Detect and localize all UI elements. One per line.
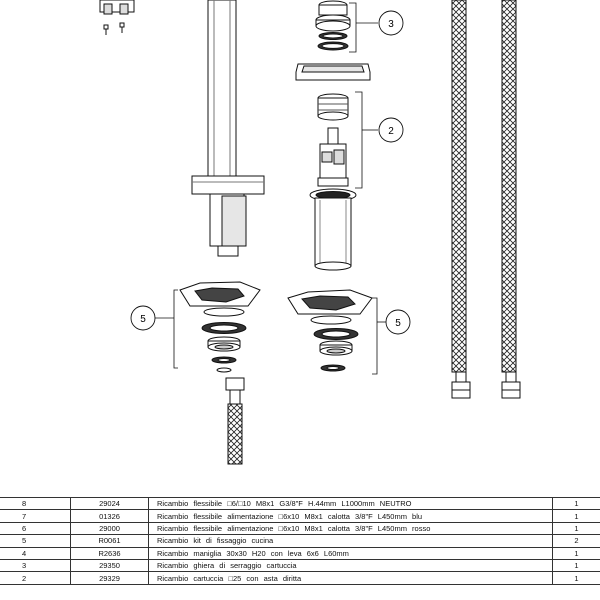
- part-quantity: 1: [553, 522, 600, 534]
- cartridge-ring-nut-group: [316, 1, 350, 50]
- part-description: Ricambio cartuccia □25 con asta diritta: [149, 572, 553, 584]
- part-position: 6: [0, 522, 71, 534]
- cartridge-housing: [310, 189, 356, 270]
- part-description: Ricambio ghiera di serraggio cartuccia: [149, 559, 553, 571]
- part-code: 29350: [71, 559, 149, 571]
- part-code: 29329: [71, 572, 149, 584]
- part-position: 3: [0, 559, 71, 571]
- part-quantity: 2: [553, 535, 600, 547]
- bracket-3: [349, 3, 378, 52]
- part-description: Ricambio maniglia 30x30 H20 con leva 6x6 L60mm: [149, 547, 553, 559]
- parts-row: [0, 498, 600, 510]
- bracket-2: [355, 92, 378, 188]
- parts-row: [0, 535, 600, 547]
- part-code: R2636: [71, 547, 149, 559]
- parts-row: [0, 522, 600, 534]
- parts-row: [0, 547, 600, 559]
- mount-bracket: [100, 0, 134, 14]
- short-hose: [226, 378, 244, 464]
- callout-5-right: [386, 310, 410, 334]
- parts-row: [0, 510, 600, 522]
- part-code: 29024: [71, 498, 149, 510]
- spout-pipe: [192, 0, 264, 256]
- part-position: 2: [0, 572, 71, 584]
- svg-text:3: 3: [388, 19, 394, 30]
- part-description: Ricambio kit di fissaggio cucina: [149, 535, 553, 547]
- parts-row: [0, 559, 600, 571]
- long-hose-left: [452, 0, 470, 398]
- part-quantity: 1: [553, 559, 600, 571]
- part-quantity: 1: [553, 510, 600, 522]
- bracket-5-right: [372, 298, 386, 374]
- svg-text:5: 5: [140, 314, 146, 325]
- square-cover-plate: [296, 64, 370, 80]
- callout-2: [379, 118, 403, 142]
- svg-text:5: 5: [395, 318, 401, 329]
- part-code: 29000: [71, 522, 149, 534]
- callout-5-left: [131, 306, 155, 330]
- bracket-5-left: [155, 290, 178, 368]
- part-code: R0061: [71, 535, 149, 547]
- svg-text:2: 2: [388, 126, 394, 137]
- part-position: 5: [0, 535, 71, 547]
- part-position: 8: [0, 498, 71, 510]
- part-position: 4: [0, 547, 71, 559]
- parts-row: [0, 572, 600, 584]
- callout-3: [379, 11, 403, 35]
- part-quantity: 1: [553, 498, 600, 510]
- screws: [104, 23, 124, 35]
- part-quantity: 1: [553, 547, 600, 559]
- cartridge-assembly: [318, 94, 348, 186]
- long-hose-right: [502, 0, 520, 398]
- part-code: 01326: [71, 510, 149, 522]
- part-description: Ricambio flessibile □6/□10 M8x1 G3/8"F H.44mm L1000mm NEUTRO: [149, 498, 553, 510]
- fixing-kit-right: [288, 290, 372, 371]
- part-position: 7: [0, 510, 71, 522]
- parts-list-table: [0, 497, 600, 585]
- part-description: Ricambio flessibile alimentazione □6x10 M8x1 calotta 3/8"F L450mm blu: [149, 510, 553, 522]
- fixing-kit-left: [180, 282, 260, 372]
- part-quantity: 1: [553, 572, 600, 584]
- part-description: Ricambio flessibile alimentazione □6x10 M8x1 calotta 3/8"F L450mm rosso: [149, 522, 553, 534]
